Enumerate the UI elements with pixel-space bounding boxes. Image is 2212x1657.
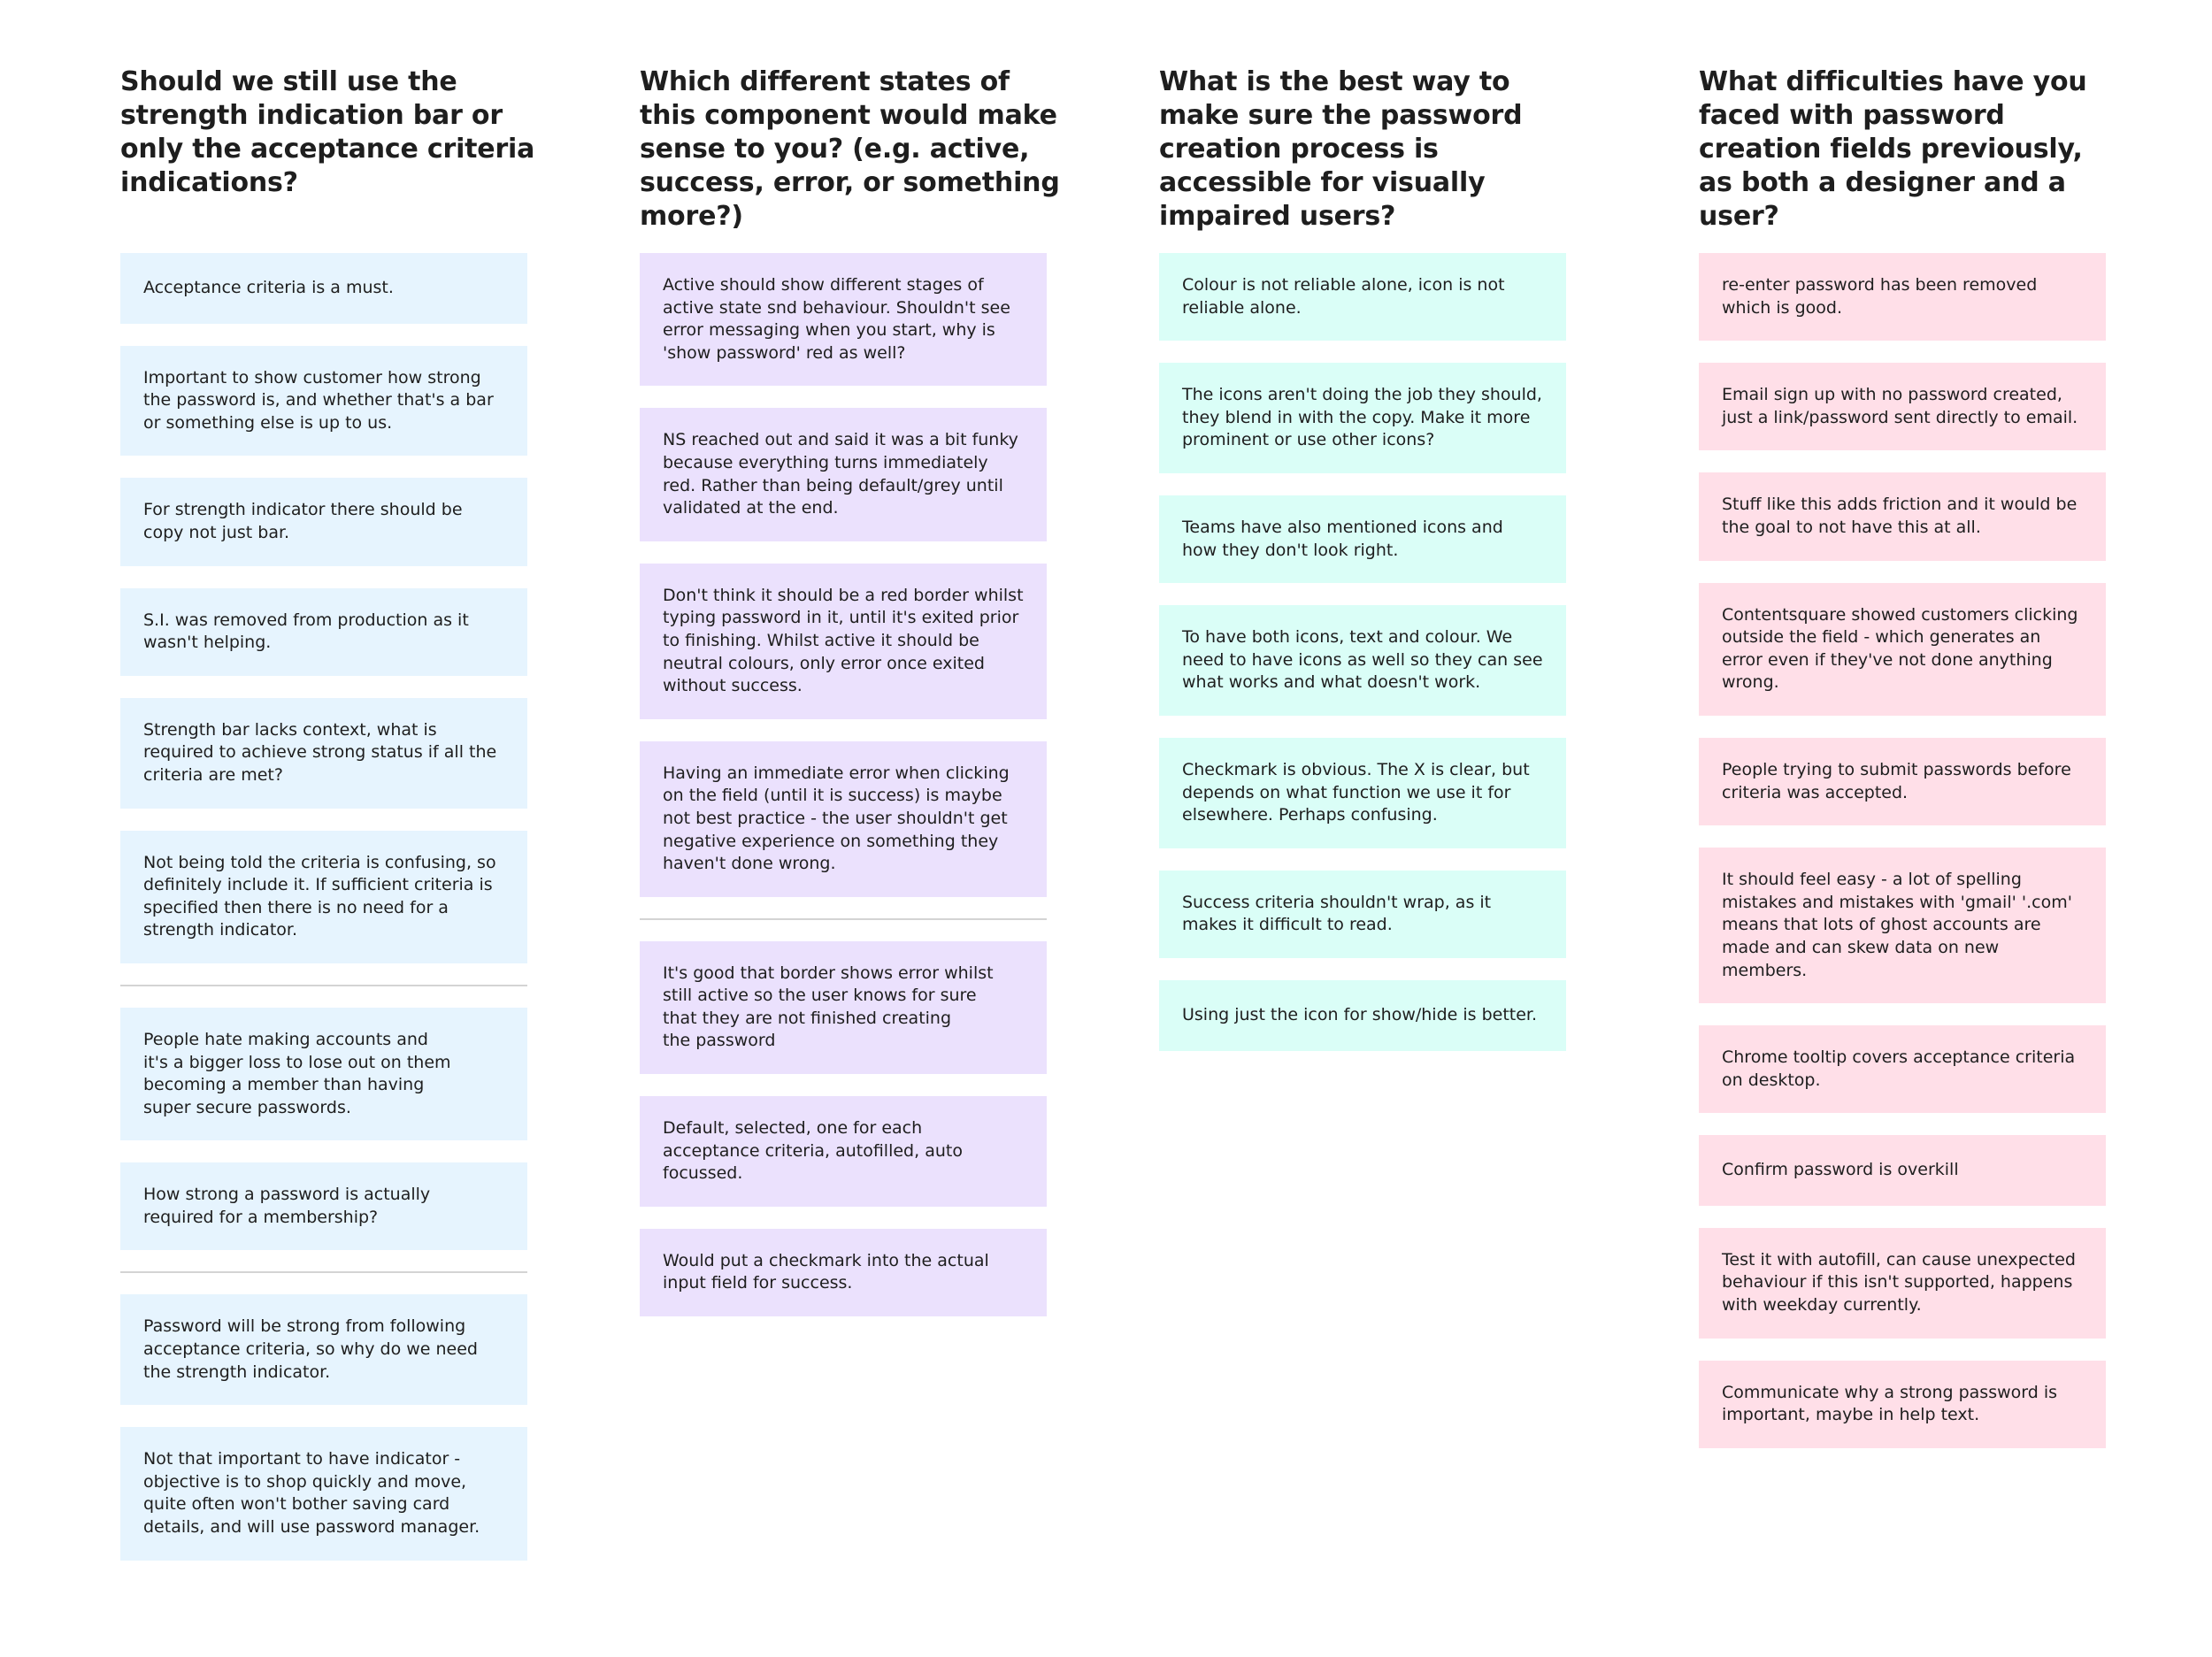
sticky-note[interactable]: NS reached out and said it was a bit funky because everything turns immediately red. Rather than being default/grey until validated at the end. <box>640 408 1047 541</box>
sticky-note[interactable]: Communicate why a strong password is important, maybe in help text. <box>1699 1361 2106 1448</box>
sticky-note[interactable]: Strength bar lacks context, what is required to achieve strong status if all the criteria are met? <box>120 698 527 809</box>
sticky-note[interactable]: To have both icons, text and colour. We need to have icons as well so they can see what works and what doesn't work. <box>1159 605 1566 716</box>
sticky-note[interactable]: Stuff like this adds friction and it would be the goal to not have this at all. <box>1699 472 2106 560</box>
column-question: Should we still use the strength indication bar or only the acceptance criteria indications? <box>120 66 535 198</box>
sticky-note[interactable]: Success criteria shouldn't wrap, as it makes it difficult to read. <box>1159 871 1566 958</box>
sticky-note[interactable]: For strength indicator there should be copy not just bar. <box>120 478 527 565</box>
sticky-note[interactable]: How strong a password is actually required for a membership? <box>120 1162 527 1250</box>
sticky-note[interactable]: Acceptance criteria is a must. <box>120 253 527 324</box>
sticky-note[interactable]: Active should show different stages of active state snd behaviour. Shouldn't see error messaging when you start, why is 'show password' red as well? <box>640 253 1047 386</box>
sticky-note[interactable]: Colour is not reliable alone, icon is not reliable alone. <box>1159 253 1566 341</box>
sticky-note[interactable]: Email sign up with no password created, just a link/password sent directly to email. <box>1699 363 2106 450</box>
sticky-note[interactable]: Chrome tooltip covers acceptance criteria on desktop. <box>1699 1025 2106 1113</box>
sticky-note[interactable]: Using just the icon for show/hide is better. <box>1159 980 1566 1051</box>
sticky-note[interactable]: Contentsquare showed customers clicking outside the field - which generates an error even if they've not done anything wrong. <box>1699 583 2106 716</box>
divider-line <box>120 985 527 986</box>
sticky-note[interactable]: The icons aren't doing the job they should, they blend in with the copy. Make it more prominent or use other icons? <box>1159 363 1566 473</box>
sticky-note[interactable]: People hate making accounts and it's a bigger loss to lose out on them becoming a member than having super secure passwords. <box>120 1008 527 1140</box>
sticky-note[interactable]: It's good that border shows error whilst still active so the user knows for sure that they are not finished creating the password <box>640 941 1047 1074</box>
sticky-note[interactable]: Don't think it should be a red border whilst typing password in it, until it's exited prior to finishing. Whilst active it should be neutral colours, only error once exited without success. <box>640 564 1047 719</box>
sticky-note-stack <box>1699 253 2106 1470</box>
column-question: What difficulties have you faced with password creation fields previously, as both a designer and a user? <box>1699 66 2087 232</box>
sticky-note[interactable]: Default, selected, one for each acceptance criteria, autofilled, auto focussed. <box>640 1096 1047 1207</box>
sticky-note[interactable]: Important to show customer how strong the password is, and whether that's a bar or something else is up to us. <box>120 346 527 456</box>
divider-line <box>640 918 1047 920</box>
sticky-note-stack <box>1159 253 1566 1073</box>
column-question: Which different states of this component would make sense to you? (e.g. active, success, error, or something more?) <box>640 66 1060 232</box>
sticky-note-stack <box>640 253 1047 1339</box>
sticky-note[interactable]: Would put a checkmark into the actual input field for success. <box>640 1229 1047 1316</box>
sticky-note[interactable]: Not being told the criteria is confusing, so definitely include it. If sufficient criteria is specified then there is no need for a strength indicator. <box>120 831 527 963</box>
sticky-note[interactable]: S.I. was removed from production as it wasn't helping. <box>120 588 527 676</box>
sticky-note-stack <box>120 253 527 1583</box>
sticky-note[interactable]: Checkmark is obvious. The X is clear, but depends on what function we use it for elsewhere. Perhaps confusing. <box>1159 738 1566 848</box>
sticky-note[interactable]: Test it with autofill, can cause unexpected behaviour if this isn't supported, happens with weekday currently. <box>1699 1228 2106 1339</box>
sticky-note[interactable]: Not that important to have indicator - objective is to shop quickly and move, quite often won't bother saving card details, and will use password manager. <box>120 1427 527 1560</box>
sticky-note[interactable]: Password will be strong from following acceptance criteria, so why do we need the strength indicator. <box>120 1294 527 1405</box>
column-question: What is the best way to make sure the password creation process is accessible for visually impaired users? <box>1159 66 1523 232</box>
sticky-note[interactable]: People trying to submit passwords before criteria was accepted. <box>1699 738 2106 825</box>
sticky-note[interactable]: Teams have also mentioned icons and how they don't look right. <box>1159 495 1566 583</box>
sticky-note[interactable]: re-enter password has been removed which is good. <box>1699 253 2106 341</box>
sticky-note[interactable]: It should feel easy - a lot of spelling mistakes and mistakes with 'gmail' '.com' means that lots of ghost accounts are made and can skew data on new members. <box>1699 848 2106 1003</box>
divider-line <box>120 1271 527 1273</box>
sticky-note[interactable]: Confirm password is overkill <box>1699 1135 2106 1206</box>
sticky-note[interactable]: Having an immediate error when clicking on the field (until it is success) is maybe not best practice - the user shouldn't get negative experience on something they haven't done wrong. <box>640 741 1047 897</box>
